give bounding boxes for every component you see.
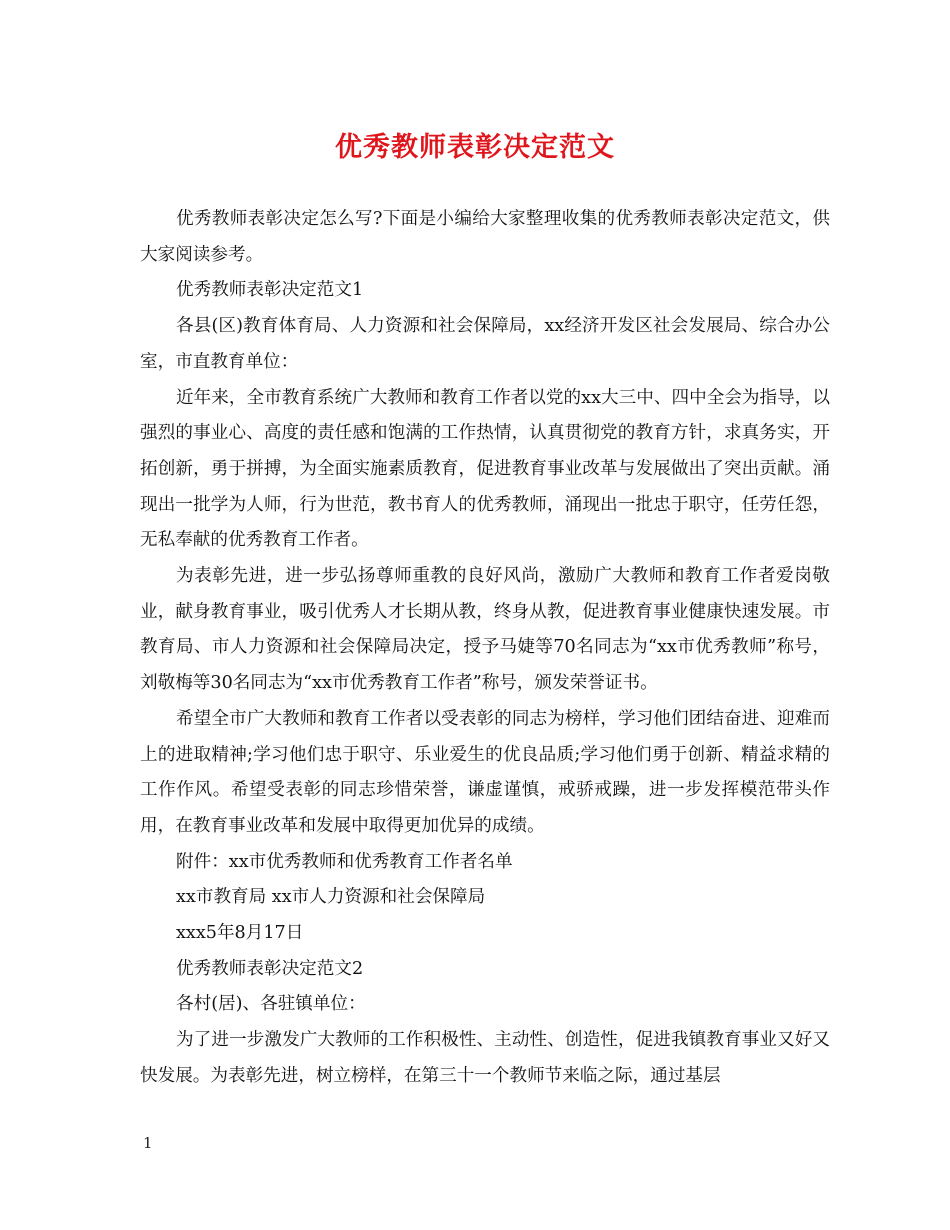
- paragraph-sample-1-heading: 优秀教师表彰决定范文1: [176, 280, 364, 301]
- page-number: 1: [143, 1134, 153, 1152]
- paragraph-sample-2-body: 为了进一步激发广大教师的工作积极性、主动性、创造性，促进我镇教育事业又好又快发展。为表彰先进，树立榜样，在第三十一个教师节来临之际，通过基层: [140, 1030, 830, 1086]
- paragraph-background: 近年来，全市教育系统广大教师和教育工作者以党的xx大三中、四中全会为指导，以强烈的事业心、高度的责任感和饱满的工作热情，认真贯彻党的教育方针，求真务实，开拓创新，勇于拼搏，为全面实施素质教育，促进教育事业改革与发展做出了突出贡献。涌现出一批学为人师，行为世范，教书育人的优秀教师，涌现出一批忠于职守，任劳任怨，无私奉献的优秀教育工作者。: [140, 387, 830, 551]
- paragraph-date: xxx5年8月17日: [176, 923, 304, 944]
- paragraph-intro: 优秀教师表彰决定怎么写?下面是小编给大家整理收集的优秀教师表彰决定范文，供大家阅读参考。: [140, 209, 830, 265]
- paragraph-attachment: 附件：xx市优秀教师和优秀教育工作者名单: [176, 851, 513, 872]
- document-title: 优秀教师表彰决定范文: [335, 132, 615, 163]
- paragraph-hope: 希望全市广大教师和教育工作者以受表彰的同志为榜样，学习他们团结奋进、迎难而上的进取精神;学习他们忠于职守、乐业爱生的优良品质;学习他们勇于创新、精益求精的工作作风。希望受表彰的同志珍惜荣誉，谦虚谨慎，戒骄戒躁，进一步发挥模范带头作用，在教育事业改革和发展中取得更加优异的成绩。: [140, 708, 830, 836]
- paragraph-decision: 为表彰先进，进一步弘扬尊师重教的良好风尚，激励广大教师和教育工作者爱岗敬业，献身教育事业，吸引优秀人才长期从教，终身从教，促进教育事业健康快速发展。市教育局、市人力资源和社会保障局决定，授予马婕等70名同志为“xx市优秀教师”称号，刘敬梅等30名同志为“xx市优秀教育工作者”称号，颁发荣誉证书。: [140, 566, 830, 694]
- document-body: [140, 202, 830, 1095]
- paragraph-sample-2-heading: 优秀教师表彰决定范文2: [176, 958, 364, 979]
- paragraph-addressees-2: 各村(居)、各驻镇单位：: [176, 994, 366, 1015]
- paragraph-issuers: xx市教育局 xx市人力资源和社会保障局: [176, 887, 486, 908]
- paragraph-addressees-1: 各县(区)教育体育局、人力资源和社会保障局，xx经济开发区社会发展局、综合办公室，市直教育单位：: [140, 316, 830, 372]
